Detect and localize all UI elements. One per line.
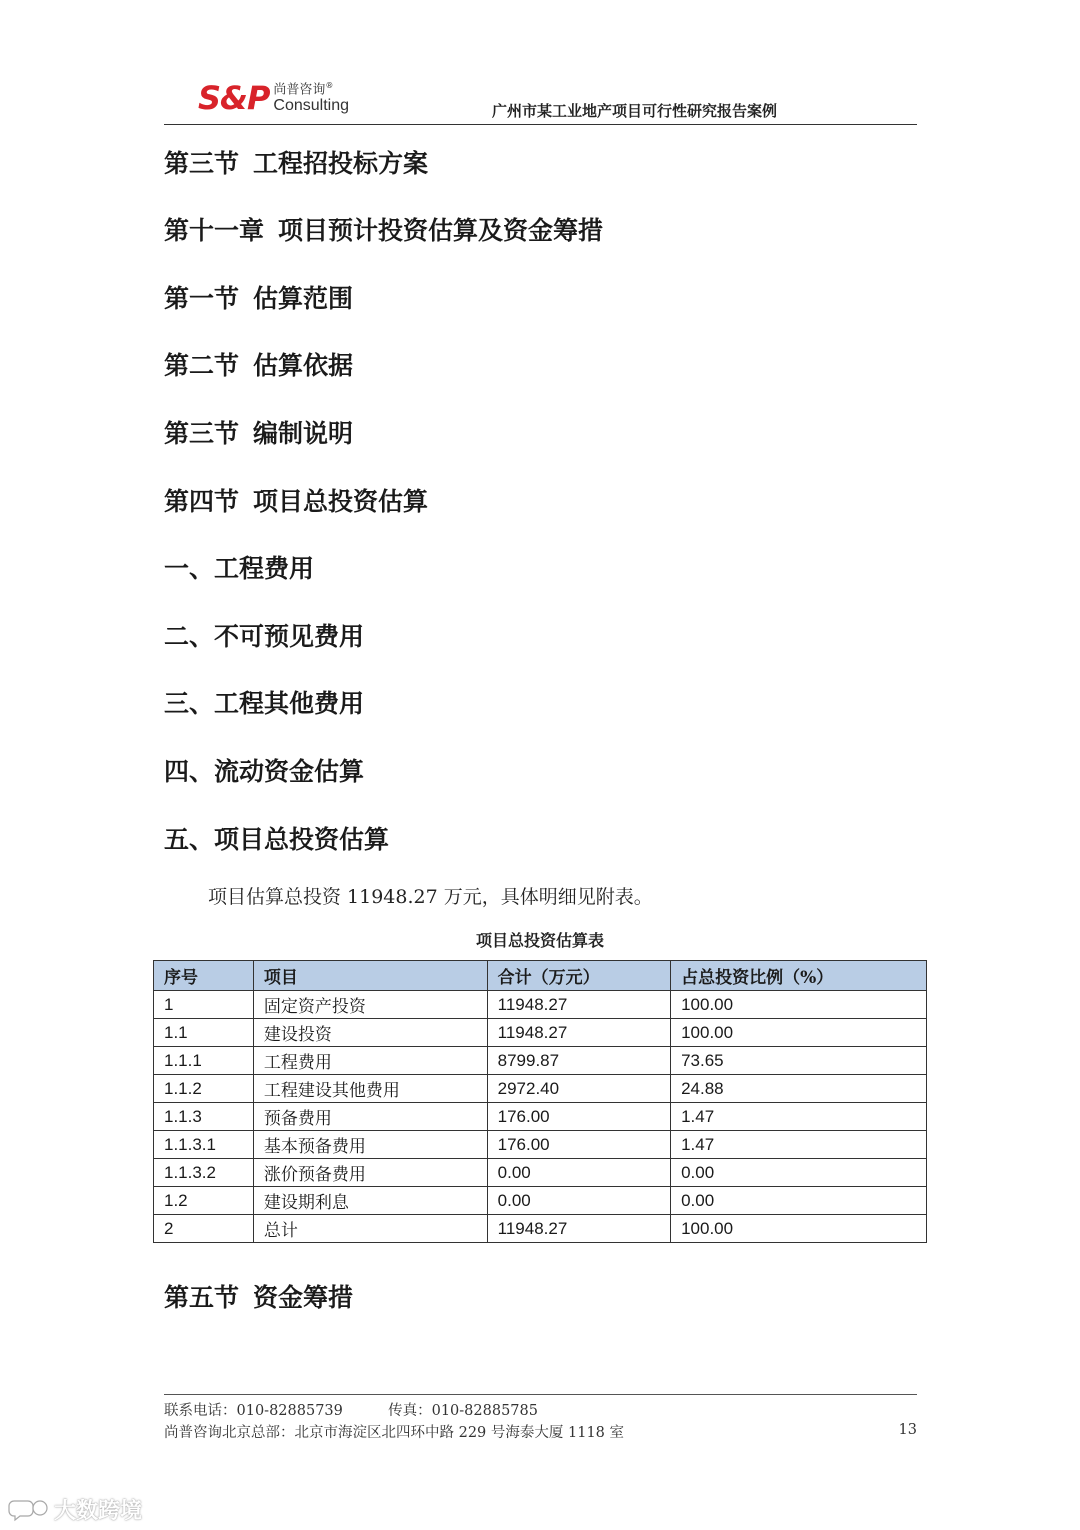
heading-text: 工程招投标方案 [253, 149, 429, 178]
table-cell: 2 [154, 1215, 254, 1243]
subsection-heading: 四、流动资金估算 [164, 757, 365, 786]
subsection-heading: 二、不可预见费用 [164, 622, 365, 651]
table-cell: 11948.27 [487, 991, 670, 1019]
subsection-heading: 五、项目总投资估算 [164, 825, 390, 854]
table-cell: 176.00 [487, 1131, 670, 1159]
footer-divider [164, 1394, 917, 1395]
page-header [164, 76, 917, 125]
table-cell: 0.00 [671, 1159, 927, 1187]
heading-prefix: 第二节 [164, 351, 240, 380]
logo-en-text: Consulting [273, 97, 350, 115]
heading-prefix: 第三节 [164, 149, 240, 178]
chapter-heading [164, 211, 603, 247]
footer-address: 尚普咨询北京总部：北京市海淀区北四环中路 229 号海泰大厦 1118 室 [164, 1425, 625, 1441]
table-row [154, 1187, 927, 1215]
table-cell: 11948.27 [487, 1019, 670, 1047]
watermark-text: 大数跨境 [54, 1499, 143, 1524]
section-heading [164, 346, 353, 382]
table-cell: 预备费用 [253, 1103, 487, 1131]
table-cell: 1.47 [671, 1131, 927, 1159]
table-cell: 基本预备费用 [253, 1131, 487, 1159]
table-row [154, 1047, 927, 1075]
heading-text: 项目总投资估算 [253, 487, 429, 516]
investment-table [153, 960, 927, 1243]
heading-text: 编制说明 [253, 419, 354, 448]
table-row [154, 1159, 927, 1187]
table-cell: 2972.40 [487, 1075, 670, 1103]
table-cell: 100.00 [671, 1215, 927, 1243]
section-heading [164, 144, 428, 180]
column-header: 合计（万元） [487, 961, 670, 991]
body-paragraph: 项目估算总投资 11948.27 万元，具体明细见附表。 [208, 886, 653, 908]
footer-contact [164, 1399, 538, 1420]
table-cell: 1.1.1 [154, 1047, 254, 1075]
table-cell: 涨价预备费用 [253, 1159, 487, 1187]
table-cell: 0.00 [671, 1187, 927, 1215]
table-cell: 1.1.3.1 [154, 1131, 254, 1159]
table-row [154, 1215, 927, 1243]
logo-cn-text: 尚普咨询 [273, 82, 326, 98]
table-cell: 100.00 [671, 991, 927, 1019]
heading-prefix: 第四节 [164, 487, 240, 516]
heading-text: 估算依据 [253, 351, 354, 380]
section-heading [164, 482, 428, 518]
table-cell: 11948.27 [487, 1215, 670, 1243]
table-cell: 1.1.3.2 [154, 1159, 254, 1187]
table-cell: 建设期利息 [253, 1187, 487, 1215]
table-header-row [154, 961, 927, 991]
table-row [154, 1131, 927, 1159]
table-cell: 1.2 [154, 1187, 254, 1215]
section-heading [164, 414, 353, 450]
table-caption: 项目总投资估算表 [475, 931, 604, 950]
page-number: 13 [898, 1422, 917, 1438]
logo-mark: S&P [198, 79, 270, 118]
subsection-heading: 三、工程其他费用 [164, 689, 365, 718]
watermark [8, 1494, 142, 1525]
table-cell: 73.65 [671, 1047, 927, 1075]
section-heading [164, 279, 353, 315]
table-cell: 总计 [253, 1215, 487, 1243]
table-cell: 1.1.2 [154, 1075, 254, 1103]
table-cell: 0.00 [487, 1159, 670, 1187]
heading-text: 估算范围 [253, 284, 354, 313]
heading-text: 资金筹措 [253, 1283, 354, 1312]
heading-prefix: 第十一章 [164, 216, 265, 245]
table-row [154, 991, 927, 1019]
table-cell: 1.47 [671, 1103, 927, 1131]
table-cell: 1.1.3 [154, 1103, 254, 1131]
table-cell: 0.00 [487, 1187, 670, 1215]
table-cell: 100.00 [671, 1019, 927, 1047]
table-cell: 176.00 [487, 1103, 670, 1131]
footer-phone: 联系电话：010-82885739 [164, 1403, 343, 1419]
table-cell: 工程建设其他费用 [253, 1075, 487, 1103]
heading-prefix: 第三节 [164, 419, 240, 448]
table-row [154, 1075, 927, 1103]
company-logo: S&P 尚普咨询® Consulting [198, 79, 350, 118]
footer-fax: 传真：010-82885785 [388, 1403, 538, 1419]
table-cell: 工程费用 [253, 1047, 487, 1075]
table-cell: 建设投资 [253, 1019, 487, 1047]
heading-prefix: 第五节 [164, 1283, 240, 1312]
table-cell: 8799.87 [487, 1047, 670, 1075]
table-row [154, 1103, 927, 1131]
table-cell: 1 [154, 991, 254, 1019]
heading-prefix: 第一节 [164, 284, 240, 313]
table-cell: 固定资产投资 [253, 991, 487, 1019]
table-cell: 24.88 [671, 1075, 927, 1103]
document-title: 广州市某工业地产项目可行性研究报告案例 [491, 102, 777, 120]
column-header: 占总投资比例（%） [671, 961, 927, 991]
column-header: 项目 [253, 961, 487, 991]
chat-bubble-icon [8, 1497, 50, 1523]
table-row [154, 1019, 927, 1047]
subsection-heading: 一、工程费用 [164, 554, 315, 583]
table-cell: 1.1 [154, 1019, 254, 1047]
column-header: 序号 [154, 961, 254, 991]
section-heading [164, 1278, 353, 1314]
heading-text: 项目预计投资估算及资金筹措 [278, 216, 604, 245]
